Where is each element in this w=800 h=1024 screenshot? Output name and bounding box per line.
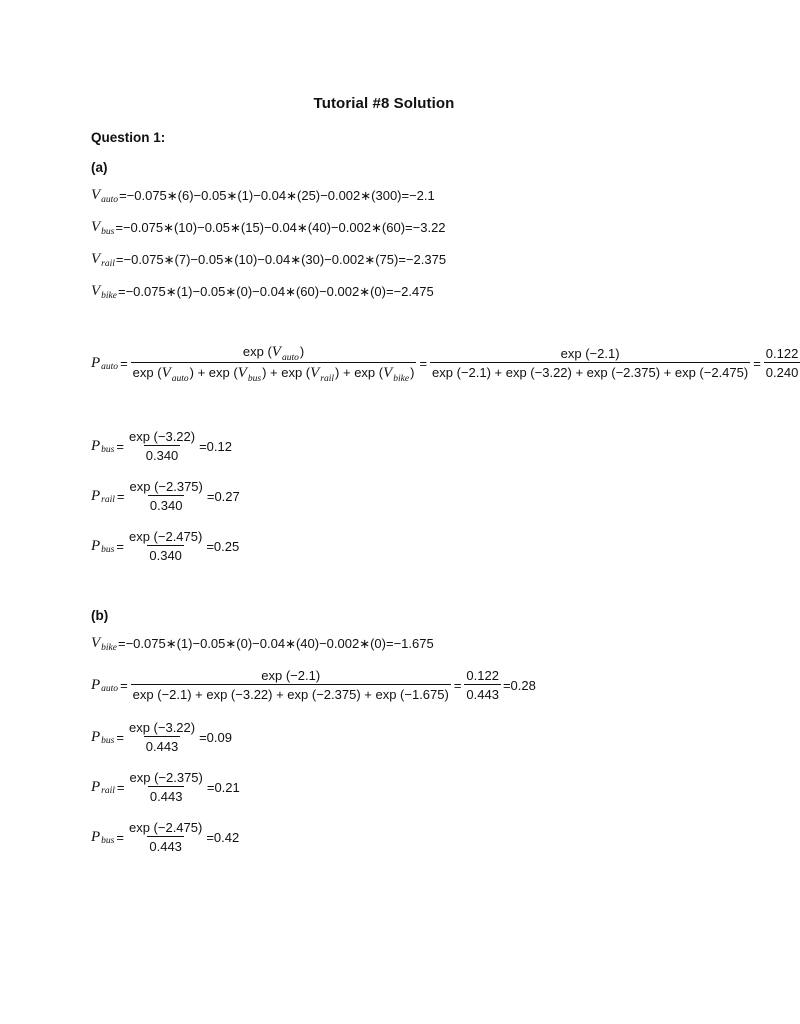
variable-symbol: V [383, 365, 393, 381]
variable-subscript: rail [101, 258, 115, 269]
variable-subscript: bike [101, 642, 117, 653]
utility-equation-rail [91, 251, 446, 268]
exp-prefix: exp ( [132, 365, 162, 380]
variable-subscript: bus [101, 445, 115, 455]
utility-equation-auto [91, 187, 435, 204]
probability-fraction [127, 429, 197, 463]
variable-subscript: bus [101, 226, 115, 237]
fraction-denominator: 0.443 [147, 836, 184, 854]
fraction-denominator: 0.443 [148, 786, 185, 804]
fraction-denominator [131, 362, 417, 382]
variable-symbol: V [91, 283, 101, 299]
variable-symbol: P [91, 728, 101, 745]
probability-equation-rail: P rail = $\frac{\exp (-2.375)}{0.340}$ =0.27 [91, 479, 240, 513]
document-title: Tutorial #8 Solution [313, 95, 455, 112]
exp-suffix: ) + [262, 365, 282, 380]
fraction-numerator: exp (−2.1) [261, 668, 321, 683]
probability-equation-rail-b: P rail = $\frac{\exp (-2.375)}{0.443}$ =0.21 [91, 770, 240, 804]
fraction-numerator: exp (−2.475) [128, 820, 203, 835]
logit-fraction-result [464, 668, 501, 702]
variable-subscript: bike [393, 374, 410, 384]
fraction-denominator: 0.443 [464, 684, 501, 702]
variable-symbol: P [91, 354, 101, 371]
variable-subscript: rail [101, 495, 115, 505]
variable-symbol: P [91, 487, 101, 504]
fraction-numerator: exp (−2.1) [560, 346, 620, 361]
variable-symbol: V [91, 219, 101, 235]
probability-result: =0.21 [206, 779, 240, 795]
probability-equation-bus-b: P bus = $\frac{\exp (-3.22)}{0.443}$ =0.09 [91, 720, 232, 754]
fraction-denominator: exp (−2.1) + exp (−3.22) + exp (−2.375) + exp (−1.675) [131, 684, 451, 702]
variable-subscript: rail [320, 374, 335, 384]
probability-result: =0.28 [502, 677, 536, 693]
probability-fraction [127, 820, 204, 854]
fraction-numerator: exp (−3.22) [128, 720, 196, 735]
fraction-denominator: 0.443 [144, 736, 181, 754]
variable-subscript: bike [101, 290, 117, 301]
variable-symbol: V [310, 365, 320, 381]
fraction-numerator: exp (−2.375) [129, 770, 203, 785]
logit-fraction-numeric [430, 346, 750, 380]
exp-prefix: exp ( [242, 344, 272, 359]
fraction-numerator [241, 344, 306, 362]
part-b-heading: (b) [91, 608, 109, 623]
variable-subscript: auto [101, 194, 119, 205]
probability-result: =0.42 [206, 829, 240, 845]
exp-prefix: exp ( [208, 365, 238, 380]
probability-fraction [128, 479, 205, 513]
probability-result: =0.09 [199, 729, 232, 745]
probability-result: =0.12 [199, 438, 232, 454]
probability-result: =0.25 [206, 538, 240, 554]
fraction-numerator: 0.122 [765, 346, 799, 361]
variable-symbol: P [91, 537, 101, 554]
variable-symbol: V [161, 365, 171, 381]
variable-subscript: rail [101, 786, 115, 796]
variable-subscript: auto [281, 353, 299, 363]
equation-expression: =−0.075∗(7)−0.05∗(10)−0.04∗(30)−0.002∗(75)=−2.375 [115, 251, 447, 267]
variable-subscript: bus [247, 374, 262, 384]
exp-suffix: ) [410, 365, 415, 380]
variable-subscript: auto [101, 684, 119, 694]
exp-prefix: exp ( [281, 365, 311, 380]
utility-equation-bus [91, 219, 446, 236]
logit-fraction-symbolic [131, 344, 417, 382]
probability-equation-auto-b: P auto = $\frac{\exp (-2.1)}{\exp (-2.1) + \exp (-3.22) + \exp (-2.375) + \exp (-1.675)}$ = $\frac{0.122}{0.443}$ =0.28 [91, 668, 536, 702]
probability-equation-auto: P auto = $\frac{\exp (V_{auto})}{\exp (V_{auto}) + \exp (V_{bus}) + \exp (V_{rail}) + \exp (V_{bike})}$ = $\frac{\exp (-2.1)}{\exp (-2.1) + \exp (-3.22) + \exp (-2.375) + \exp (-2.475)}$ = $\frac{0.122}{0.240}$ [91, 344, 799, 384]
utility-equation-bike-b [91, 635, 434, 652]
probability-fraction [128, 770, 205, 804]
probability-equation-bus-b-2: P bus = $\frac{\exp (-2.475)}{0.443}$ =0.42 [91, 820, 240, 854]
variable-subscript: bus [101, 836, 115, 846]
variable-symbol: V [91, 187, 101, 203]
fraction-denominator: 0.240 [764, 362, 800, 380]
fraction-denominator: 0.340 [144, 445, 181, 463]
equation-expression: =−0.075∗(6)−0.05∗(1)−0.04∗(25)−0.002∗(300)=−2.1 [119, 187, 435, 203]
probability-fraction [127, 529, 204, 563]
logit-fraction-numeric [131, 668, 451, 702]
variable-subscript: bus [101, 736, 115, 746]
variable-symbol: P [91, 778, 101, 795]
logit-fraction-result [764, 346, 800, 380]
variable-subscript: auto [101, 362, 119, 372]
variable-subscript: bus [101, 545, 115, 555]
variable-symbol: P [91, 828, 101, 845]
probability-equation-bus-2: P bus = $\frac{\exp (-2.475)}{0.340}$ =0.25 [91, 529, 240, 563]
equation-expression: =−0.075∗(1)−0.05∗(0)−0.04∗(40)−0.002∗(0)=−1.675 [118, 635, 434, 651]
variable-symbol: V [271, 344, 281, 360]
variable-symbol: P [91, 676, 101, 693]
fraction-denominator: 0.340 [147, 545, 184, 563]
fraction-numerator: 0.122 [466, 668, 499, 683]
part-a-heading: (a) [91, 160, 108, 175]
variable-subscript: auto [171, 374, 189, 384]
fraction-numerator: exp (−2.375) [129, 479, 203, 494]
exp-suffix: ) [299, 344, 305, 359]
exp-suffix: ) + [335, 365, 355, 380]
fraction-numerator: exp (−3.22) [128, 429, 196, 444]
fraction-numerator: exp (−2.475) [128, 529, 203, 544]
fraction-denominator: exp (−2.1) + exp (−3.22) + exp (−2.375) + exp (−2.475) [430, 362, 750, 380]
equation-expression: =−0.075∗(1)−0.05∗(0)−0.04∗(60)−0.002∗(0)=−2.475 [118, 283, 434, 299]
probability-result: =0.27 [206, 488, 240, 504]
exp-prefix: exp ( [354, 365, 384, 380]
utility-equation-bike [91, 283, 434, 300]
variable-symbol: P [91, 437, 101, 454]
exp-suffix: ) + [189, 365, 209, 380]
variable-symbol: V [237, 365, 247, 381]
variable-symbol: V [91, 251, 101, 267]
variable-symbol: V [91, 635, 101, 651]
question-heading: Question 1: [91, 130, 166, 145]
probability-equation-bus: P bus = $\frac{\exp (-3.22)}{0.340}$ =0.12 [91, 429, 232, 463]
probability-fraction [127, 720, 197, 754]
fraction-denominator: 0.340 [148, 495, 185, 513]
equation-expression: =−0.075∗(10)−0.05∗(15)−0.04∗(40)−0.002∗(60)=−3.22 [115, 219, 446, 235]
